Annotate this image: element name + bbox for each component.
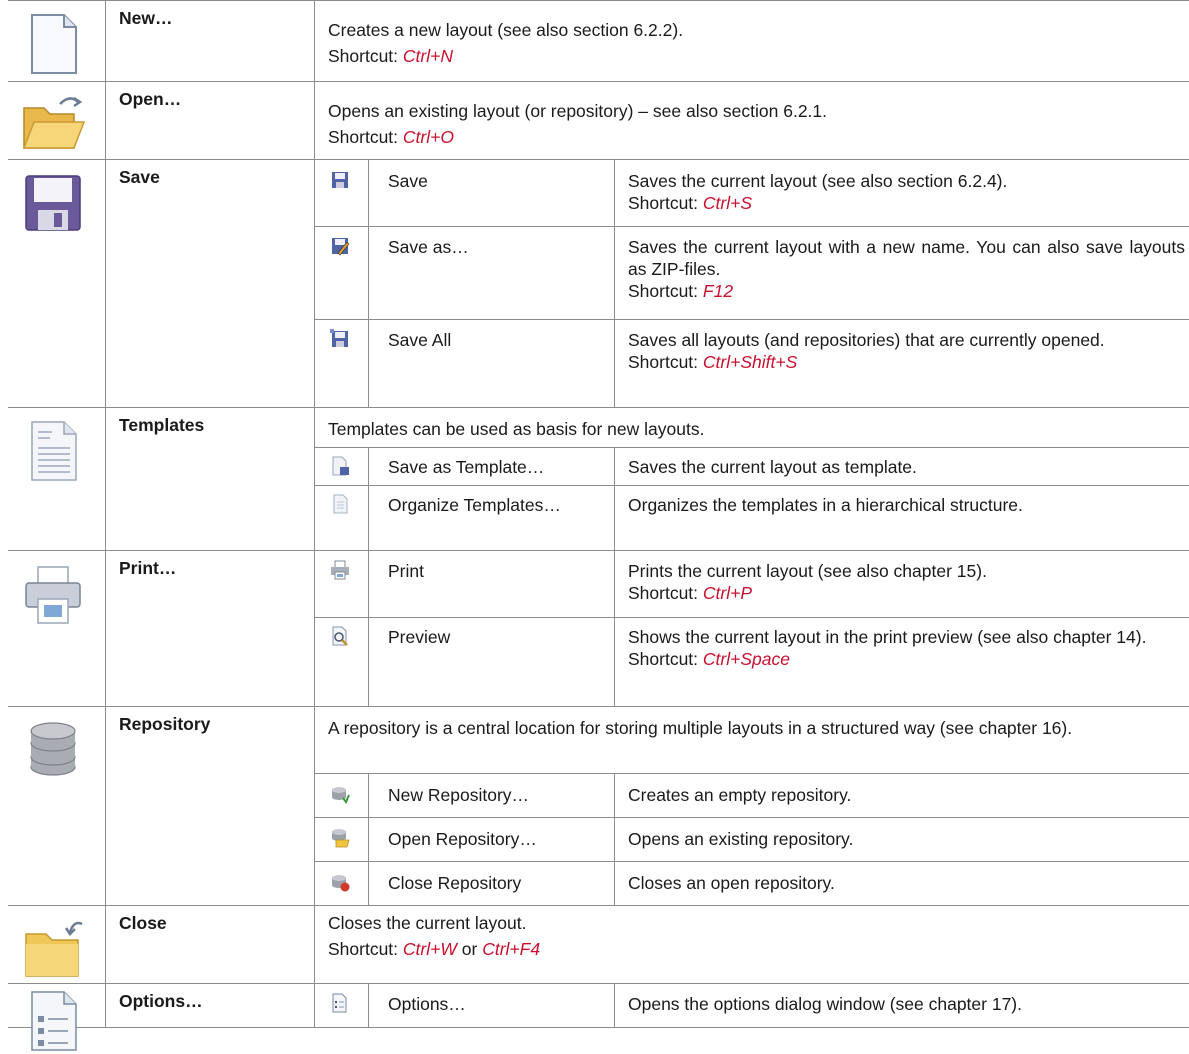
- close-repository-icon: [330, 872, 350, 892]
- shortcut-label: Shortcut:: [328, 46, 399, 66]
- shortcut: Ctrl+Shift+S: [702, 352, 798, 372]
- subrow-save: [314, 160, 1189, 226]
- row-description: A repository is a central location for storing multiple layouts in a structured way (see chapter 16).: [328, 718, 1073, 738]
- subrow-name: Save as…: [388, 237, 469, 257]
- open-repository-icon: [330, 828, 350, 848]
- row-description: Closes the current layout.: [328, 913, 527, 933]
- subrow-description: Closes an open repository.: [628, 873, 835, 893]
- new-repository-icon: [330, 784, 350, 804]
- shortcut: Ctrl+O: [402, 127, 454, 147]
- subrow-open-repository: [314, 817, 1189, 861]
- subrow-print: [314, 551, 1189, 617]
- subrow-name: Preview: [388, 627, 451, 647]
- shortcut: Ctrl+Space: [702, 649, 790, 669]
- subrow-save-all: [314, 319, 1189, 408]
- shortcut-label: Shortcut:: [328, 939, 399, 959]
- row-name: Save: [119, 167, 160, 187]
- save-template-icon: [330, 456, 350, 476]
- template-document-icon: [20, 418, 86, 484]
- row-new: [8, 0, 1189, 82]
- subrow-description: Opens an existing repository.: [628, 829, 854, 849]
- row-close: [8, 905, 1189, 984]
- subrow-name: Close Repository: [388, 873, 522, 893]
- row-open: [8, 81, 1189, 160]
- subrow-description: Saves all layouts (and repositories) that are currently opened.: [628, 330, 1105, 350]
- subrow-name: Save as Template…: [388, 457, 545, 477]
- shortcut: Ctrl+N: [402, 46, 453, 66]
- subrow-organize-templates: [314, 485, 1189, 551]
- subrow-name: Organize Templates…: [388, 495, 561, 515]
- shortcut-label: Shortcut:: [328, 127, 399, 147]
- save-all-icon: [330, 329, 350, 349]
- print-icon: [330, 560, 350, 580]
- row-name: New…: [119, 8, 173, 28]
- subrow-name: New Repository…: [388, 785, 530, 805]
- print-preview-icon: [330, 626, 350, 646]
- floppy-disk-icon: [20, 170, 86, 236]
- row-name: Templates: [119, 415, 205, 435]
- subrow-name: Open Repository…: [388, 829, 537, 849]
- row-repository: [8, 706, 1189, 906]
- row-name: Open…: [119, 89, 182, 109]
- shortcut: F12: [702, 281, 734, 301]
- row-save: [8, 159, 1189, 408]
- shortcut-alt: Ctrl+F4: [482, 939, 541, 959]
- row-description: Opens an existing layout (or repository) – see also section 6.2.1.: [328, 101, 828, 121]
- row-templates: [8, 407, 1189, 551]
- close-folder-icon: [20, 916, 86, 982]
- subrow-description: Saves the current layout as template.: [628, 457, 917, 477]
- shortcut: Ctrl+S: [702, 193, 753, 213]
- row-name: Options…: [119, 991, 203, 1011]
- subrow-description: Creates an empty repository.: [628, 785, 852, 805]
- subrow-preview: [314, 617, 1189, 707]
- subrow-save-as-template: [314, 447, 1189, 485]
- shortcut-label: Shortcut:: [628, 649, 699, 669]
- open-folder-icon: [20, 92, 86, 158]
- row-name: Repository: [119, 714, 211, 734]
- row-description: Templates can be used as basis for new layouts.: [328, 419, 705, 439]
- subrow-new-repository: [314, 773, 1189, 817]
- subrow-description: Opens the options dialog window (see chapter 17).: [628, 994, 1022, 1014]
- shortcut-label: Shortcut:: [628, 281, 699, 301]
- subrow-options: [314, 984, 1189, 1027]
- row-name: Close: [119, 913, 167, 933]
- shortcut: Ctrl+W: [402, 939, 457, 959]
- subrow-close-repository: [314, 861, 1189, 906]
- save-icon: [330, 170, 350, 190]
- shortcut-label: Shortcut:: [628, 583, 699, 603]
- subrow-name: Print: [388, 561, 424, 581]
- subrow-description: Organizes the templates in a hierarchical structure.: [628, 495, 1023, 515]
- options-document-icon: [20, 988, 86, 1054]
- subrow-name: Save: [388, 171, 428, 191]
- subrow-description: Prints the current layout (see also chapter 15).: [628, 561, 987, 581]
- subrow-description: Saves the current layout (see also section 6.2.4).: [628, 171, 1008, 191]
- row-print: [8, 550, 1189, 707]
- organize-templates-icon: [330, 494, 350, 514]
- row-options: [8, 983, 1189, 1028]
- shortcut: Ctrl+P: [702, 583, 753, 603]
- shortcut-label: Shortcut:: [628, 352, 699, 372]
- menu-reference-table: [8, 0, 1189, 1038]
- subrow-save-as: [314, 226, 1189, 319]
- or-text: or: [461, 939, 478, 959]
- subrow-name: Save All: [388, 330, 452, 350]
- subrow-description: Saves the current layout with a new name. You can also save layouts as ZIP-files.: [628, 237, 1185, 279]
- subrow-description: Shows the current layout in the print preview (see also chapter 14).: [628, 627, 1147, 647]
- options-icon: [330, 993, 350, 1013]
- printer-icon: [20, 561, 86, 627]
- row-description: Creates a new layout (see also section 6.2.2).: [328, 20, 684, 40]
- new-document-icon: [20, 11, 86, 77]
- shortcut-label: Shortcut:: [628, 193, 699, 213]
- database-icon: [20, 717, 86, 783]
- subrow-name: Options…: [388, 994, 466, 1014]
- save-as-icon: [330, 236, 350, 256]
- row-name: Print…: [119, 558, 177, 578]
